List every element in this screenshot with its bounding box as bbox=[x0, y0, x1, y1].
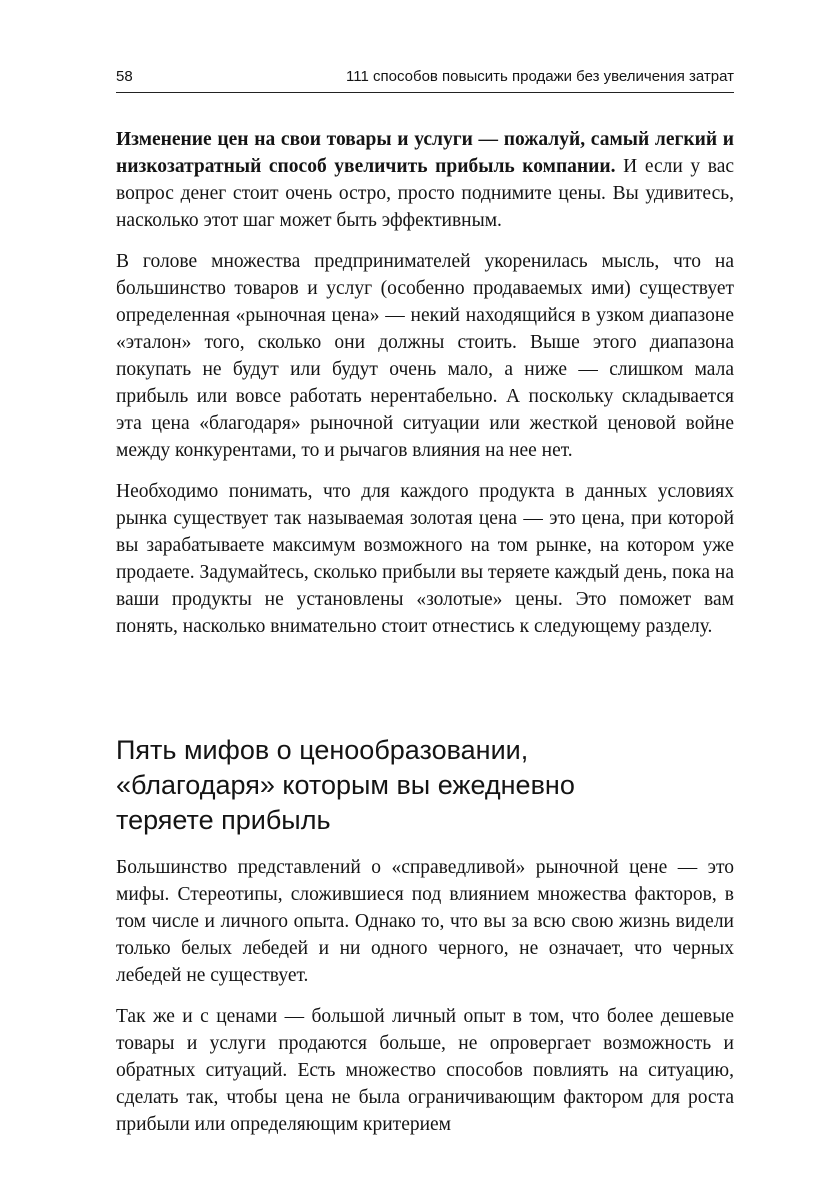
page-number: 58 bbox=[116, 68, 133, 85]
paragraph bbox=[116, 1003, 734, 1138]
running-header bbox=[116, 66, 734, 93]
paragraph-text: Большинство представлений о «справедливой» рыночной цене — это мифы. Стереотипы, сложившиеся под влиянием множества факторов, в том числе и личного опыта. Однако то, что вы за всю свою жизнь видели только белых лебедей и ни одного черного, не означает, что черных лебедей не существует. bbox=[116, 857, 734, 986]
paragraph-text: Необходимо понимать, что для каждого продукта в данных условиях рынка существует так называемая золотая цена — это цена, при которой вы зарабатываете максимум возможного на том рынке, на котором уже продаете. Задумайтесь, сколько прибыли вы теряете каждый день, пока на ваши продукты не установлены «золотые» цены. Это поможет вам понять, насколько внимательно стоит отнестись к следующему разделу. bbox=[116, 481, 734, 637]
paragraph bbox=[116, 854, 734, 989]
paragraph-text: И если у вас вопрос денег стоит очень остро, просто поднимите цены. Вы удивитесь, насколько этот шаг может быть эффективным. bbox=[116, 156, 734, 231]
section-heading-line: «благодаря» которым вы ежедневно bbox=[116, 770, 575, 800]
paragraph bbox=[116, 248, 734, 464]
paragraph bbox=[116, 126, 734, 234]
section-text-block bbox=[116, 854, 734, 1152]
section-heading-line: Пять мифов о ценообразовании, bbox=[116, 735, 529, 765]
section-heading-line: теряете прибыль bbox=[116, 805, 331, 835]
paragraph-text: В голове множества предпринимателей укоренилась мысль, что на большинство товаров и услуг (особенно продаваемых ими) существует определенная «рыночная цена» — некий находящийся в узком диапазоне «эталон» того, сколько они должны стоить. Выше этого диапазона покупать не будут или будут очень мало, а ниже — слишком мала прибыль или вовсе работать нерентабельно. А поскольку складывается эта цена «благодаря» рыночной ситуации или жесткой ценовой войне между конкурентами, то и рычагов влияния на нее нет. bbox=[116, 251, 734, 461]
paragraph bbox=[116, 478, 734, 640]
intro-text-block bbox=[116, 126, 734, 654]
book-title: 111 способов повысить продажи без увеличения затрат bbox=[346, 68, 734, 85]
section-heading bbox=[116, 733, 734, 838]
paragraph-text: Так же и с ценами — большой личный опыт в том, что более дешевые товары и услуги продаются больше, не опровергает возможность и обратных ситуаций. Есть множество способов повлиять на ситуацию, сделать так, чтобы цена не была ограничивающим фактором для роста прибыли или определяющим критерием bbox=[116, 1006, 734, 1135]
paragraph-lead-bold: Изменение цен на свои товары и услуги — пожалуй, самый легкий и низкозатратный способ увеличить прибыль компании. bbox=[116, 129, 734, 177]
